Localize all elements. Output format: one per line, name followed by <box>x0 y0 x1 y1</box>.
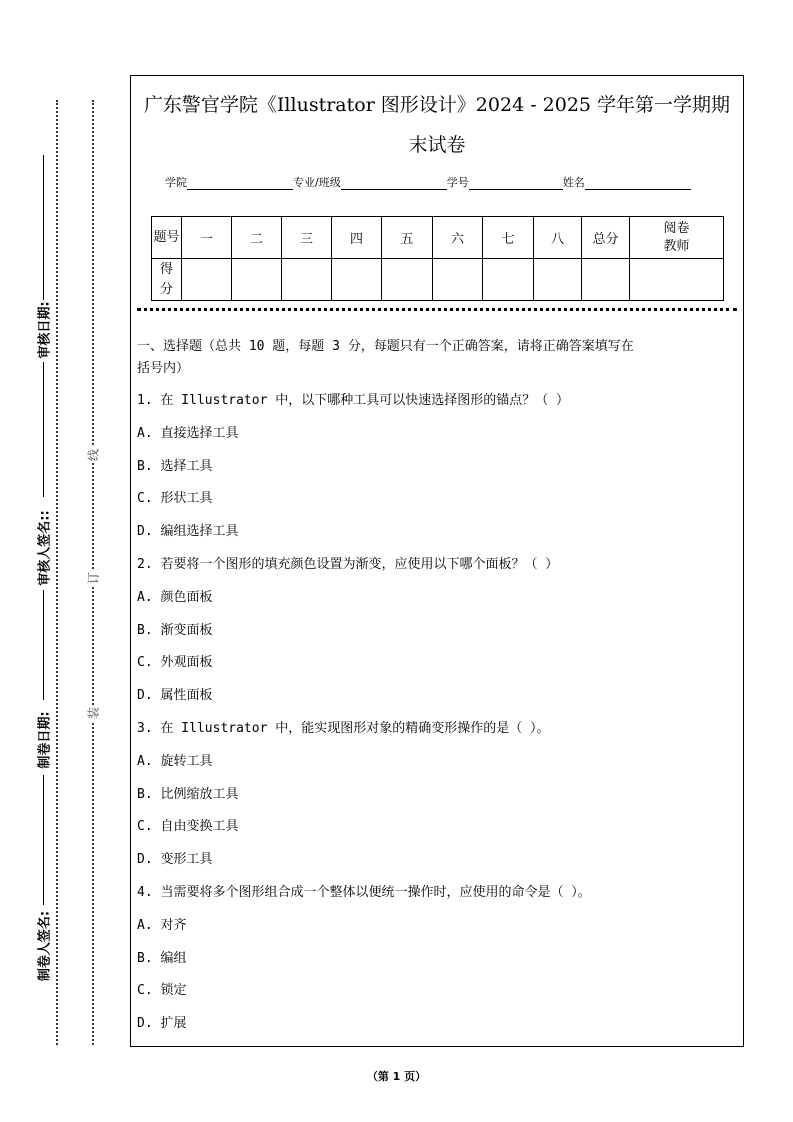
exam-title: 广东警官学院《Illustrator 图形设计》2024 - 2025 学年第一学期期 <box>143 94 731 116</box>
answer-option: A. 直接选择工具 <box>137 425 239 441</box>
score-cell[interactable] <box>332 259 382 301</box>
table-header-cell: 七 <box>483 217 534 259</box>
question-text: 1. 在 Illustrator 中，以下哪种工具可以快速选择图形的锚点？（ ） <box>137 393 570 408</box>
question-text: 3. 在 Illustrator 中，能实现图形对象的精确变形操作的是（ ）。 <box>137 721 550 736</box>
answer-option: B. 渐变面板 <box>137 622 213 638</box>
section-heading: 一、选择题（总共 10 题，每题 3 分，每题只有一个正确答案，请将正确答案填写在 <box>137 339 634 354</box>
table-header-cell: 八 <box>534 217 582 259</box>
answer-option: B. 编组 <box>137 950 187 966</box>
major-class-field[interactable] <box>341 177 447 190</box>
table-header-cell: 一 <box>182 217 232 259</box>
college-label: 学院 <box>165 176 187 189</box>
section-heading-cont: 括号内） <box>137 361 190 376</box>
answer-option: A. 旋转工具 <box>137 753 213 769</box>
dotted-separator <box>137 308 737 311</box>
answer-option: D. 属性面板 <box>137 688 213 704</box>
name-field[interactable] <box>585 177 691 190</box>
table-header-cell: 二 <box>232 217 282 259</box>
score-cell[interactable] <box>433 259 483 301</box>
answer-option: A. 对齐 <box>137 917 187 933</box>
answer-option: C. 形状工具 <box>137 491 213 507</box>
answer-option: C. 锁定 <box>137 983 187 999</box>
table-row <box>152 259 724 301</box>
answer-option: C. 外观面板 <box>137 655 213 671</box>
answer-option: D. 变形工具 <box>137 852 213 868</box>
answer-option: C. 自由变换工具 <box>137 819 239 835</box>
answer-option: B. 比例缩放工具 <box>137 786 239 802</box>
table-header-cell: 四 <box>332 217 382 259</box>
signature-line <box>43 590 44 700</box>
score-cell[interactable] <box>382 259 433 301</box>
table-header-cell: 三 <box>282 217 332 259</box>
score-cell[interactable] <box>534 259 582 301</box>
review-date-label: 审核日期: <box>37 301 53 359</box>
table-header-cell: 阅卷教师 <box>630 217 724 259</box>
answer-option: D. 编组选择工具 <box>137 524 239 540</box>
signature-line <box>43 155 44 300</box>
score-cell[interactable] <box>582 259 630 301</box>
score-cell[interactable] <box>182 259 232 301</box>
answer-option: D. 扩展 <box>137 1016 187 1032</box>
college-field[interactable] <box>187 177 293 190</box>
question-text: 2. 若要将一个图形的填充颜色设置为渐变，应使用以下哪个面板？（ ） <box>137 557 559 572</box>
score-cell[interactable] <box>232 259 282 301</box>
table-header-cell: 六 <box>433 217 483 259</box>
score-cell[interactable] <box>483 259 534 301</box>
binding-char: 线 <box>86 448 101 462</box>
binding-dotted-line <box>56 100 58 1045</box>
binding-char: 订 <box>86 571 101 585</box>
score-cell[interactable] <box>282 259 332 301</box>
student-info <box>165 174 691 190</box>
answer-option: B. 选择工具 <box>137 458 213 474</box>
signature-line <box>43 775 44 905</box>
score-cell[interactable] <box>630 259 724 301</box>
reviewer-signature-label: 审核人签名:: <box>37 510 53 586</box>
score-table <box>151 216 724 301</box>
signature-line <box>43 362 44 497</box>
student-id-field[interactable] <box>469 177 563 190</box>
make-date-label: 制卷日期: <box>37 711 53 769</box>
table-header-cell: 题号 <box>152 217 182 259</box>
answer-option: A. 颜色面板 <box>137 589 213 605</box>
major-class-label: 专业/班级 <box>293 176 341 189</box>
student-id-label: 学号 <box>446 176 469 189</box>
name-label: 姓名 <box>562 176 585 189</box>
table-row-label: 得分 <box>152 259 182 301</box>
question-text: 4. 当需要将多个图形组合成一个整体以便统一操作时，应使用的命令是（ ）。 <box>137 885 591 900</box>
table-header-cell: 五 <box>382 217 433 259</box>
maker-signature-label: 制卷人签名: <box>37 910 53 982</box>
page-number: （第 1 页） <box>366 1070 427 1083</box>
binding-char: 装 <box>86 706 101 720</box>
exam-content-box <box>130 75 744 1047</box>
table-row <box>152 217 724 259</box>
table-header-cell: 总分 <box>582 217 630 259</box>
exam-title-cont: 末试卷 <box>408 134 466 156</box>
